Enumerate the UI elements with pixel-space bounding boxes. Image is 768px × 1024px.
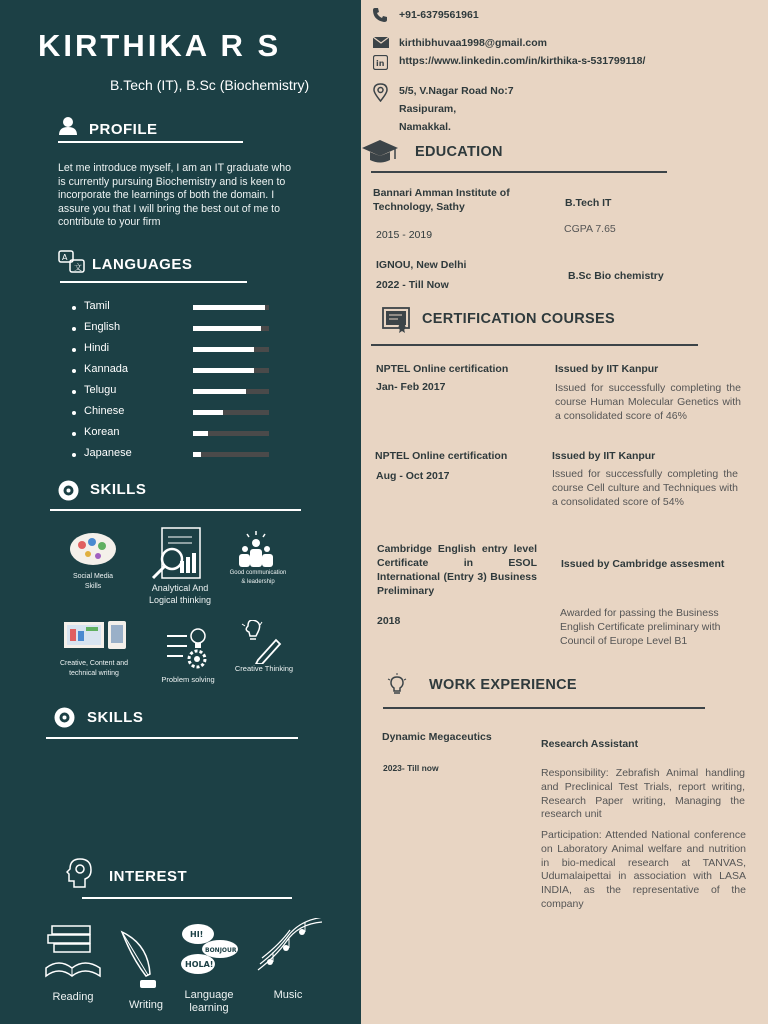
- edu-degree-2: B.Sc Bio chemistry: [568, 270, 664, 282]
- interest-caption-music: [258, 989, 318, 1002]
- language-level-bar: [193, 368, 269, 373]
- languages-divider: [60, 281, 247, 283]
- phone-number[interactable]: +91-6379561961: [399, 9, 479, 21]
- skill-label-line2: & leadership: [241, 579, 275, 585]
- skills-divider-2: [46, 737, 298, 739]
- cert-desc-3: Awarded for passing the Business English Certificate preliminary with Council of Europe Level B1: [560, 607, 721, 647]
- location-pin-icon: [373, 83, 388, 102]
- svg-text:in: in: [376, 59, 385, 68]
- interest-label-line1: Writing: [128, 999, 164, 1011]
- edu-period-2: 2022 - Till Now: [376, 279, 449, 291]
- institute-line: Technology, Sathy: [373, 201, 465, 213]
- skill-caption-creative: [226, 664, 302, 674]
- degree-line: B.Tech (IT), B.Sc (Biochemistry): [110, 77, 310, 93]
- language-level-fill: [193, 347, 254, 352]
- edu-score-1: CGPA 7.65: [564, 223, 616, 235]
- language-name: Tamil: [84, 300, 110, 312]
- language-level-bar: [193, 452, 269, 457]
- interest-label-line1: Language: [184, 989, 234, 1001]
- profile-divider: [58, 141, 243, 143]
- linkedin-icon: [373, 55, 388, 70]
- language-level-fill: [193, 326, 261, 331]
- language-level-bar: [193, 347, 269, 352]
- work-period: 2023- Till now: [383, 763, 439, 773]
- gear-icon: [54, 707, 75, 728]
- lightbulb-icon: [387, 673, 407, 697]
- gear-icon: [58, 480, 79, 501]
- address-line: Namakkal.: [399, 121, 451, 133]
- interest-label-line1: Reading: [52, 991, 94, 1003]
- music-icon: [256, 918, 326, 974]
- language-row: [72, 342, 272, 358]
- creative-thinking-icon: [240, 620, 282, 664]
- interest-caption-language: [174, 989, 244, 1015]
- skill-label-line1: Good communication: [229, 570, 287, 576]
- edu-period-1: 2015 - 2019: [376, 229, 433, 241]
- social-media-icon: [68, 530, 118, 568]
- cert-period-2: Aug - Oct 2017: [376, 470, 450, 482]
- svg-text:A: A: [62, 253, 68, 262]
- graduation-cap-icon: [361, 139, 399, 165]
- edu-institute-1: [373, 186, 533, 214]
- skill-label-line1: Problem solving: [161, 675, 215, 684]
- bubble-text: BONJOUR: [205, 947, 237, 954]
- profile-text: Let me introduce myself, I am an IT graduate who is currently pursuing Biochemistry and is keen to incorporate the learnings of both the domain. I assure you that I will bring the best out of me to contribute to your firm: [58, 162, 291, 229]
- skill-label-line2: technical writing: [69, 670, 119, 677]
- bullet-icon: [72, 390, 76, 394]
- work-responsibility: Responsibility: Zebrafish Animal handling and Preclinical Test Trials, report writing, Research Paper writing, Managing the research unit: [541, 767, 745, 821]
- language-name: Hindi: [84, 342, 110, 354]
- skills-heading: SKILLS: [90, 481, 147, 498]
- work-heading: WORK EXPERIENCE: [429, 677, 577, 693]
- bubble-text: HI!: [190, 930, 204, 939]
- language-row: [72, 405, 272, 421]
- person-icon: [58, 116, 78, 136]
- language-row: [72, 384, 272, 400]
- language-row: [72, 300, 272, 316]
- work-divider: [383, 707, 705, 709]
- skill-label-line1: Creative, Content and: [59, 660, 129, 667]
- leadership-icon: [236, 529, 276, 569]
- skill-caption-social: [58, 572, 128, 592]
- language-name: Telugu: [84, 384, 117, 396]
- interest-caption-reading: [42, 991, 104, 1004]
- email-address[interactable]: kirthibhuvaa1998@gmail.com: [399, 37, 547, 49]
- interest-icon: [66, 857, 94, 889]
- speech-bubbles-icon: [178, 922, 240, 978]
- certificate-icon: [382, 307, 410, 333]
- certification-heading: CERTIFICATION COURSES: [422, 311, 615, 327]
- cert-period-1: Jan- Feb 2017: [376, 381, 446, 393]
- language-name: Kannada: [84, 363, 129, 375]
- language-row: [72, 447, 272, 463]
- writing-skill-icon: [62, 619, 130, 653]
- skill-caption-analytical: [140, 582, 220, 606]
- language-level-fill: [193, 410, 223, 415]
- profile-heading: PROFILE: [89, 121, 158, 138]
- language-row: [72, 363, 272, 379]
- skill-label-line1: Creative Thinking: [234, 664, 294, 673]
- skills-heading-2: SKILLS: [87, 709, 144, 726]
- bullet-icon: [72, 369, 76, 373]
- education-heading: EDUCATION: [415, 144, 503, 160]
- bullet-icon: [72, 306, 76, 310]
- education-divider: [371, 171, 667, 173]
- skill-label-line2: Skills: [84, 583, 102, 590]
- language-row: [72, 426, 272, 442]
- bullet-icon: [72, 411, 76, 415]
- languages-icon: [58, 250, 86, 276]
- candidate-name: KIRTHIKA R S: [38, 28, 282, 63]
- work-company: Dynamic Megaceutics: [382, 731, 492, 743]
- language-level-bar: [193, 431, 269, 436]
- svg-text:文: 文: [74, 263, 82, 272]
- cert-title-3: Cambridge English entry level Certificate in ESOL International (Entry 3) Business Preliminary: [377, 543, 537, 597]
- language-name: Chinese: [84, 405, 125, 417]
- language-name: Japanese: [84, 447, 132, 459]
- languages-heading: LANGUAGES: [92, 256, 193, 273]
- skill-caption-content: [48, 659, 140, 679]
- skill-label-line1: Analytical And: [151, 583, 209, 593]
- cert-issuer-1: Issued by IIT Kanpur: [555, 363, 659, 375]
- language-level-bar: [193, 305, 269, 310]
- address-line: 5/5, V.Nagar Road No:7: [399, 85, 514, 97]
- interest-divider: [82, 897, 292, 899]
- skill-label-line1: Social Media: [72, 573, 114, 580]
- phone-icon: [372, 7, 388, 23]
- bullet-icon: [72, 453, 76, 457]
- language-level-bar: [193, 326, 269, 331]
- language-level-bar: [193, 389, 269, 394]
- email-icon: [373, 37, 389, 48]
- address: [399, 82, 514, 136]
- right-panel: [361, 0, 768, 1024]
- bullet-icon: [72, 327, 76, 331]
- cert-desc-2: Issued for successfully completing the course Cell culture and Techniques with a consolidated score of 54%: [552, 468, 738, 508]
- language-level-bar: [193, 410, 269, 415]
- cert-desc-1: Issued for successfully completing the course Human Molecular Genetics with a consolidated score of 46%: [555, 382, 741, 422]
- language-name: English: [84, 321, 121, 333]
- books-icon: [44, 922, 102, 980]
- certification-divider: [371, 344, 698, 346]
- problem-solving-icon: [165, 626, 211, 670]
- linkedin-url[interactable]: https://www.linkedin.com/in/kirthika-s-531799118/: [399, 55, 646, 67]
- language-level-fill: [193, 452, 201, 457]
- interest-label-line2: learning: [189, 1002, 229, 1014]
- analytics-icon: [150, 527, 202, 581]
- skill-label-line2: Logical thinking: [148, 595, 212, 605]
- work-role: Research Assistant: [541, 738, 639, 750]
- skill-caption-problem: [148, 675, 228, 685]
- bubble-text: HOLA!: [185, 960, 214, 969]
- language-level-fill: [193, 305, 265, 310]
- work-participation: Participation: Attended National conference on Laboratory Animal welfare and nutrition in bio-medical research at TANVAS, Udumalaipettai in association with LASA INDIA, as the representative of the company: [541, 829, 746, 910]
- language-level-fill: [193, 389, 246, 394]
- address-line: Rasipuram,: [399, 103, 457, 115]
- language-row: [72, 321, 272, 337]
- skill-caption-communication: [222, 569, 294, 587]
- left-panel: [0, 0, 361, 1024]
- language-name: Korean: [84, 426, 120, 438]
- cert-period-3: 2018: [377, 615, 401, 627]
- interest-label-line1: Music: [273, 989, 303, 1001]
- cert-title-1: NPTEL Online certification: [376, 363, 509, 375]
- institute-line: Bannari Amman Institute of: [373, 187, 510, 199]
- cert-issuer-3: Issued by Cambridge assesment: [561, 558, 725, 570]
- bullet-icon: [72, 432, 76, 436]
- bullet-icon: [72, 348, 76, 352]
- cert-title-2: NPTEL Online certification: [375, 450, 508, 462]
- edu-institute-2: IGNOU, New Delhi: [376, 259, 467, 271]
- edu-degree-1: B.Tech IT: [565, 197, 612, 209]
- skills-divider: [50, 509, 301, 511]
- interest-caption-writing: [116, 999, 176, 1012]
- interest-heading: INTEREST: [109, 868, 188, 885]
- language-level-fill: [193, 368, 254, 373]
- quill-icon: [118, 930, 158, 992]
- cert-issuer-2: Issued by IIT Kanpur: [552, 450, 656, 462]
- language-level-fill: [193, 431, 208, 436]
